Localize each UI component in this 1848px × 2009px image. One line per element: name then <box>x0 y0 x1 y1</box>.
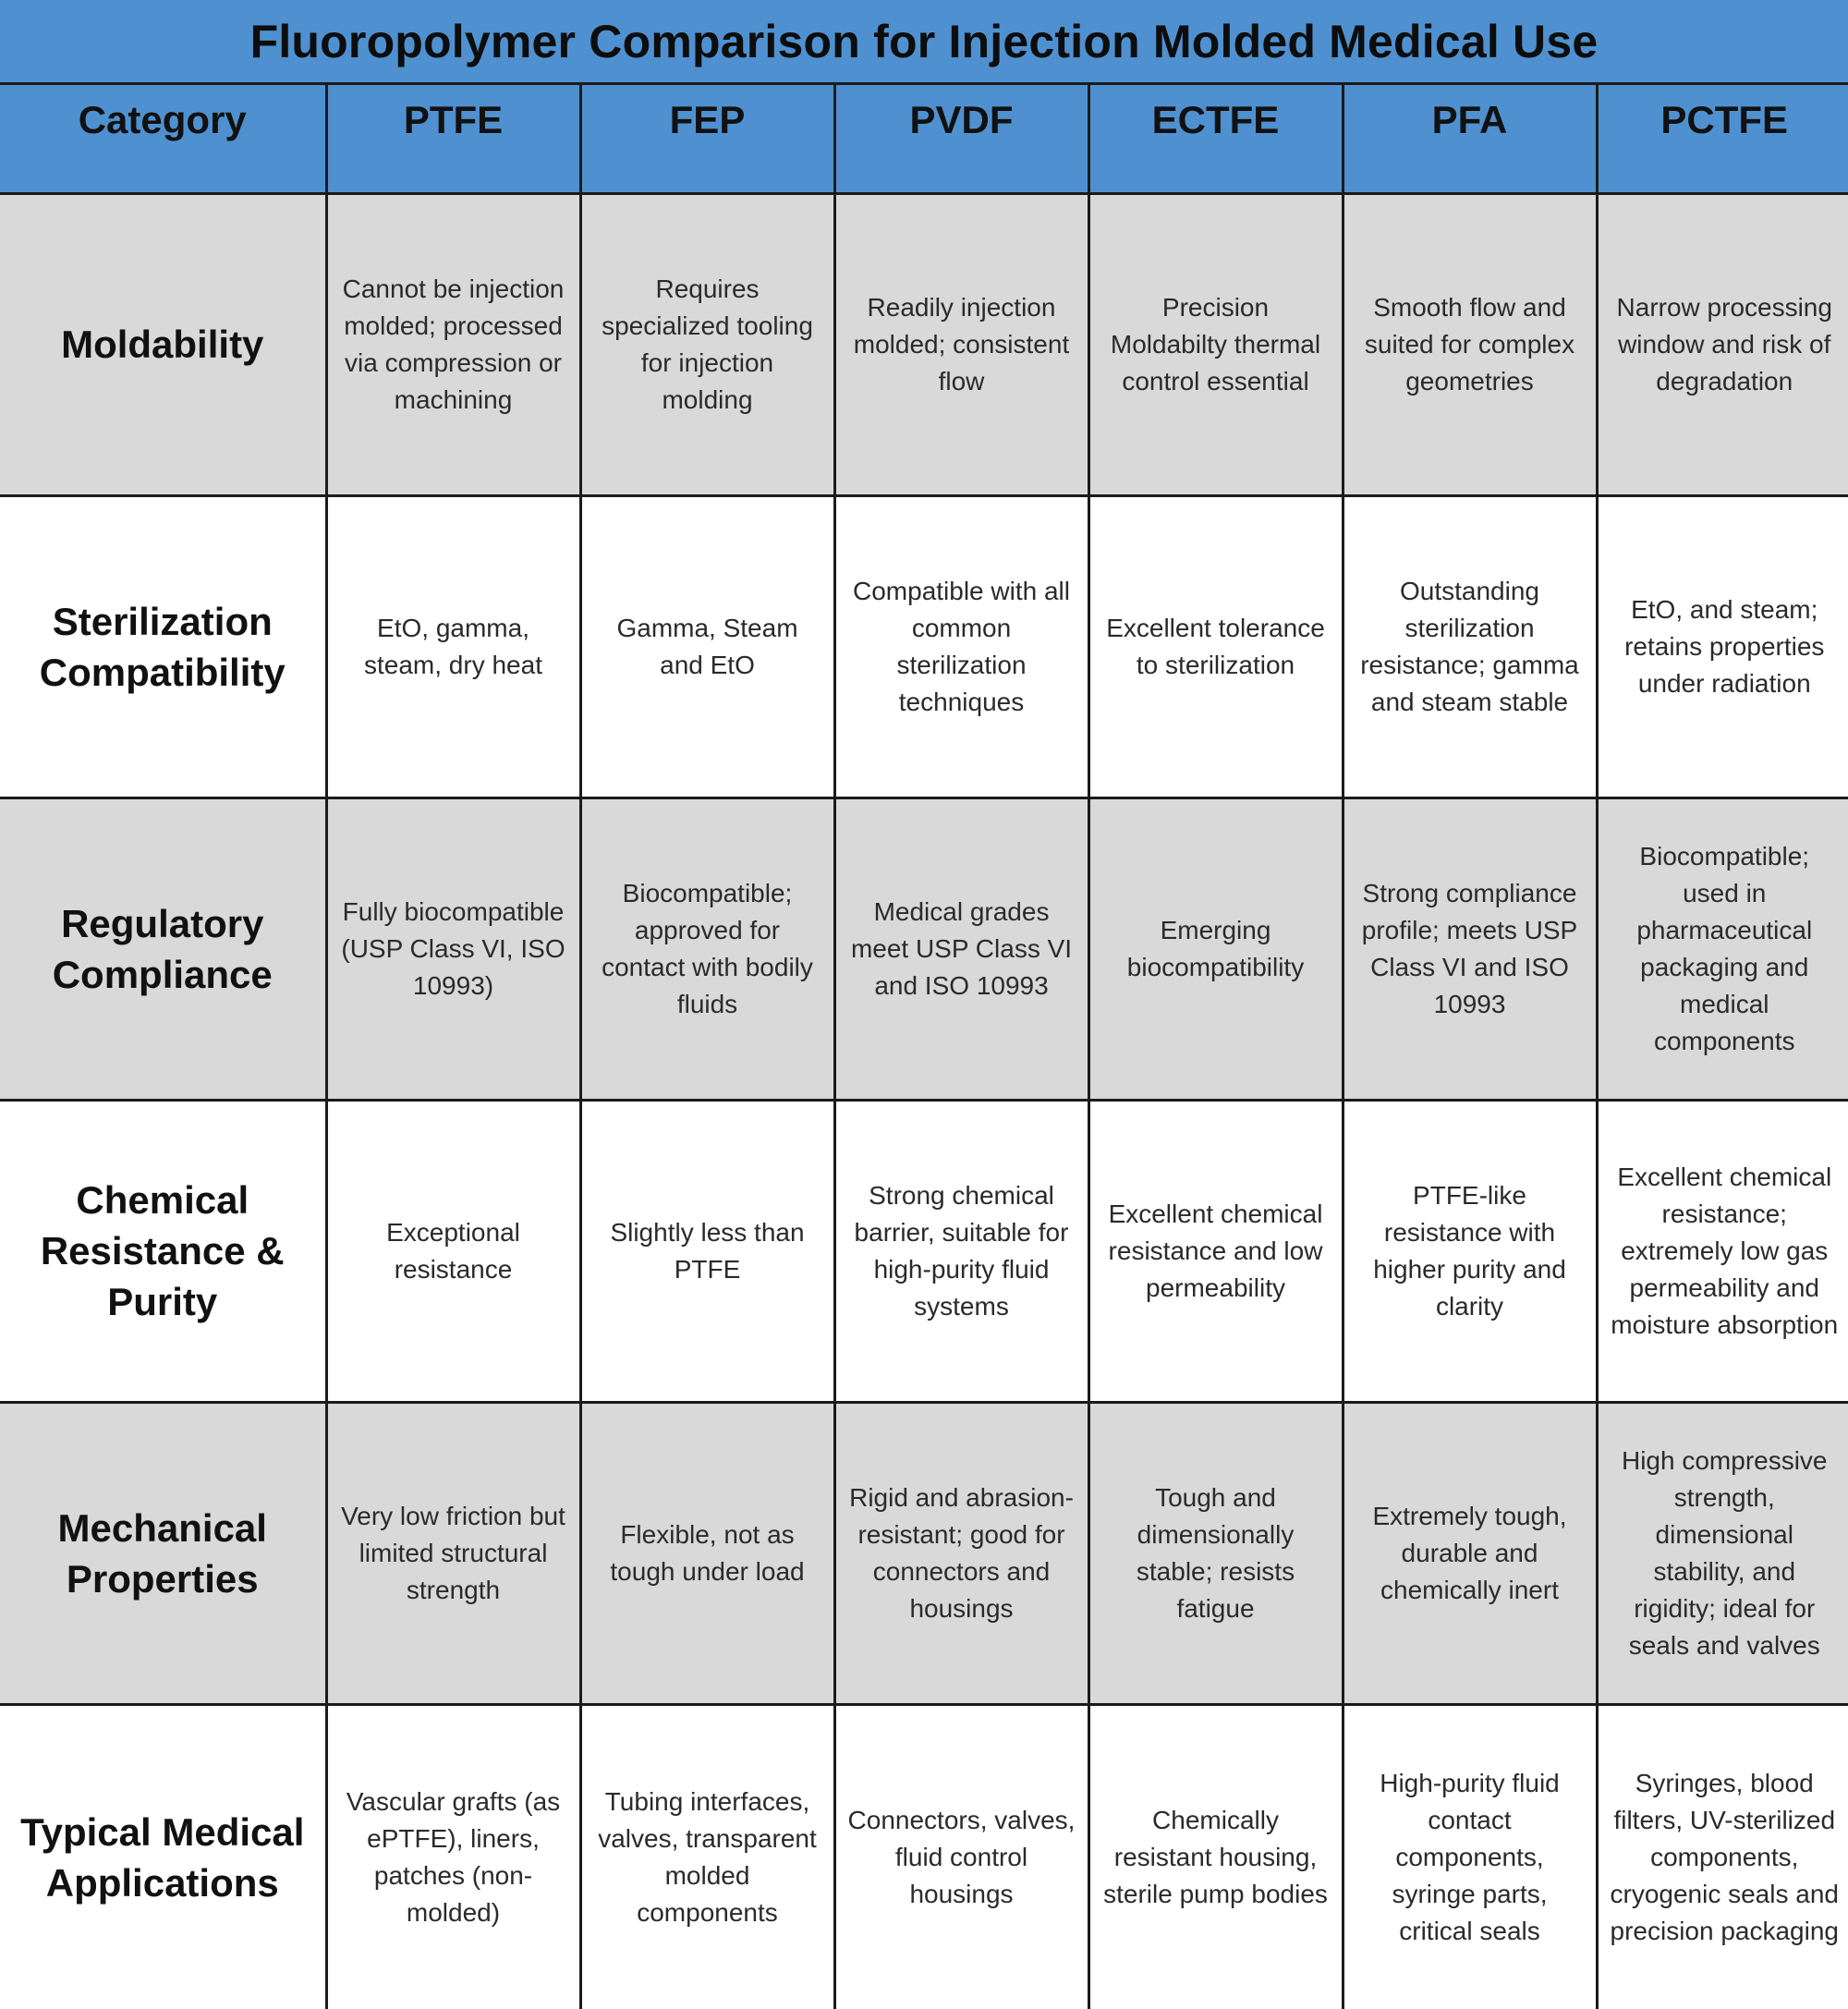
table-cell: Strong compliance profile; meets USP Class VI and ISO 10993 <box>1343 798 1597 1100</box>
table-cell: Very low friction but limited structural strength <box>326 1402 580 1704</box>
row-header-cell: Regulatory Compliance <box>0 798 326 1100</box>
table-cell: Excellent chemical resistance and low permeability <box>1088 1100 1343 1402</box>
table-cell: Vascular grafts (as ePTFE), liners, patches (non-molded) <box>326 1704 580 2009</box>
table-cell: Tough and dimensionally stable; resists fatigue <box>1088 1402 1343 1704</box>
row-header-cell: Sterilization Compatibility <box>0 495 326 798</box>
table-row-moldability <box>0 193 1848 495</box>
page-title: Fluoropolymer Comparison for Injection Molded Medical Use <box>249 15 1599 67</box>
table-cell: Fully biocompatible (USP Class VI, ISO 10993) <box>326 798 580 1100</box>
table-cell: Excellent tolerance to sterilization <box>1088 495 1343 798</box>
table-row-regulatory <box>0 798 1848 1100</box>
table-cell: Strong chemical barrier, suitable for high-purity fluid systems <box>834 1100 1088 1402</box>
column-header-pfa: PFA <box>1343 85 1597 193</box>
table-cell: Requires specialized tooling for injection molding <box>580 193 834 495</box>
row-header-cell: Mechanical Properties <box>0 1402 326 1704</box>
table-cell: EtO, gamma, steam, dry heat <box>326 495 580 798</box>
column-header-fep: FEP <box>580 85 834 193</box>
table-cell: Emerging biocompatibility <box>1088 798 1343 1100</box>
table-cell: Outstanding sterilization resistance; gamma and steam stable <box>1343 495 1597 798</box>
table-cell: Narrow processing window and risk of degradation <box>1597 193 1848 495</box>
column-header-pctfe: PCTFE <box>1597 85 1848 193</box>
table-cell: Chemically resistant housing, sterile pump bodies <box>1088 1704 1343 2009</box>
table-cell: PTFE-like resistance with higher purity and clarity <box>1343 1100 1597 1402</box>
table-cell: High-purity fluid contact components, syringe parts, critical seals <box>1343 1704 1597 2009</box>
header-row <box>0 85 1848 193</box>
table-cell: High compressive strength, dimensional stability, and rigidity; ideal for seals and valves <box>1597 1402 1848 1704</box>
table-cell: Excellent chemical resistance; extremely low gas permeability and moisture absorption <box>1597 1100 1848 1402</box>
row-header-cell: Typical Medical Applications <box>0 1704 326 2009</box>
column-header-ptfe: PTFE <box>326 85 580 193</box>
table-cell: Readily injection molded; consistent flow <box>834 193 1088 495</box>
table-cell: Slightly less than PTFE <box>580 1100 834 1402</box>
table-cell: Connectors, valves, fluid control housings <box>834 1704 1088 2009</box>
table-cell: Cannot be injection molded; processed via compression or machining <box>326 193 580 495</box>
table-row-sterilization <box>0 495 1848 798</box>
table-cell: Compatible with all common sterilization techniques <box>834 495 1088 798</box>
table-cell: Gamma, Steam and EtO <box>580 495 834 798</box>
row-header-cell: Moldability <box>0 193 326 495</box>
table-cell: Tubing interfaces, valves, transparent molded components <box>580 1704 834 2009</box>
table-cell: Exceptional resistance <box>326 1100 580 1402</box>
table-row-mechanical <box>0 1402 1848 1704</box>
column-header-ectfe: ECTFE <box>1088 85 1343 193</box>
title-bar <box>0 0 1848 85</box>
table-cell: Extremely tough, durable and chemically inert <box>1343 1402 1597 1704</box>
table-row-chemical <box>0 1100 1848 1402</box>
table-cell: Medical grades meet USP Class VI and ISO 10993 <box>834 798 1088 1100</box>
table-cell: Rigid and abrasion-resistant; good for connectors and housings <box>834 1402 1088 1704</box>
table-cell: Flexible, not as tough under load <box>580 1402 834 1704</box>
table-row-applications <box>0 1704 1848 2009</box>
column-header-category: Category <box>0 85 326 193</box>
table-cell: Smooth flow and suited for complex geometries <box>1343 193 1597 495</box>
table-cell: EtO, and steam; retains properties under radiation <box>1597 495 1848 798</box>
column-header-pvdf: PVDF <box>834 85 1088 193</box>
table-cell: Biocompatible; approved for contact with bodily fluids <box>580 798 834 1100</box>
table-cell: Precision Moldabilty thermal control essential <box>1088 193 1343 495</box>
comparison-table <box>0 85 1848 2009</box>
row-header-cell: Chemical Resistance & Purity <box>0 1100 326 1402</box>
table-cell: Biocompatible; used in pharmaceutical packaging and medical components <box>1597 798 1848 1100</box>
table-cell: Syringes, blood filters, UV-sterilized components, cryogenic seals and precision packaging <box>1597 1704 1848 2009</box>
